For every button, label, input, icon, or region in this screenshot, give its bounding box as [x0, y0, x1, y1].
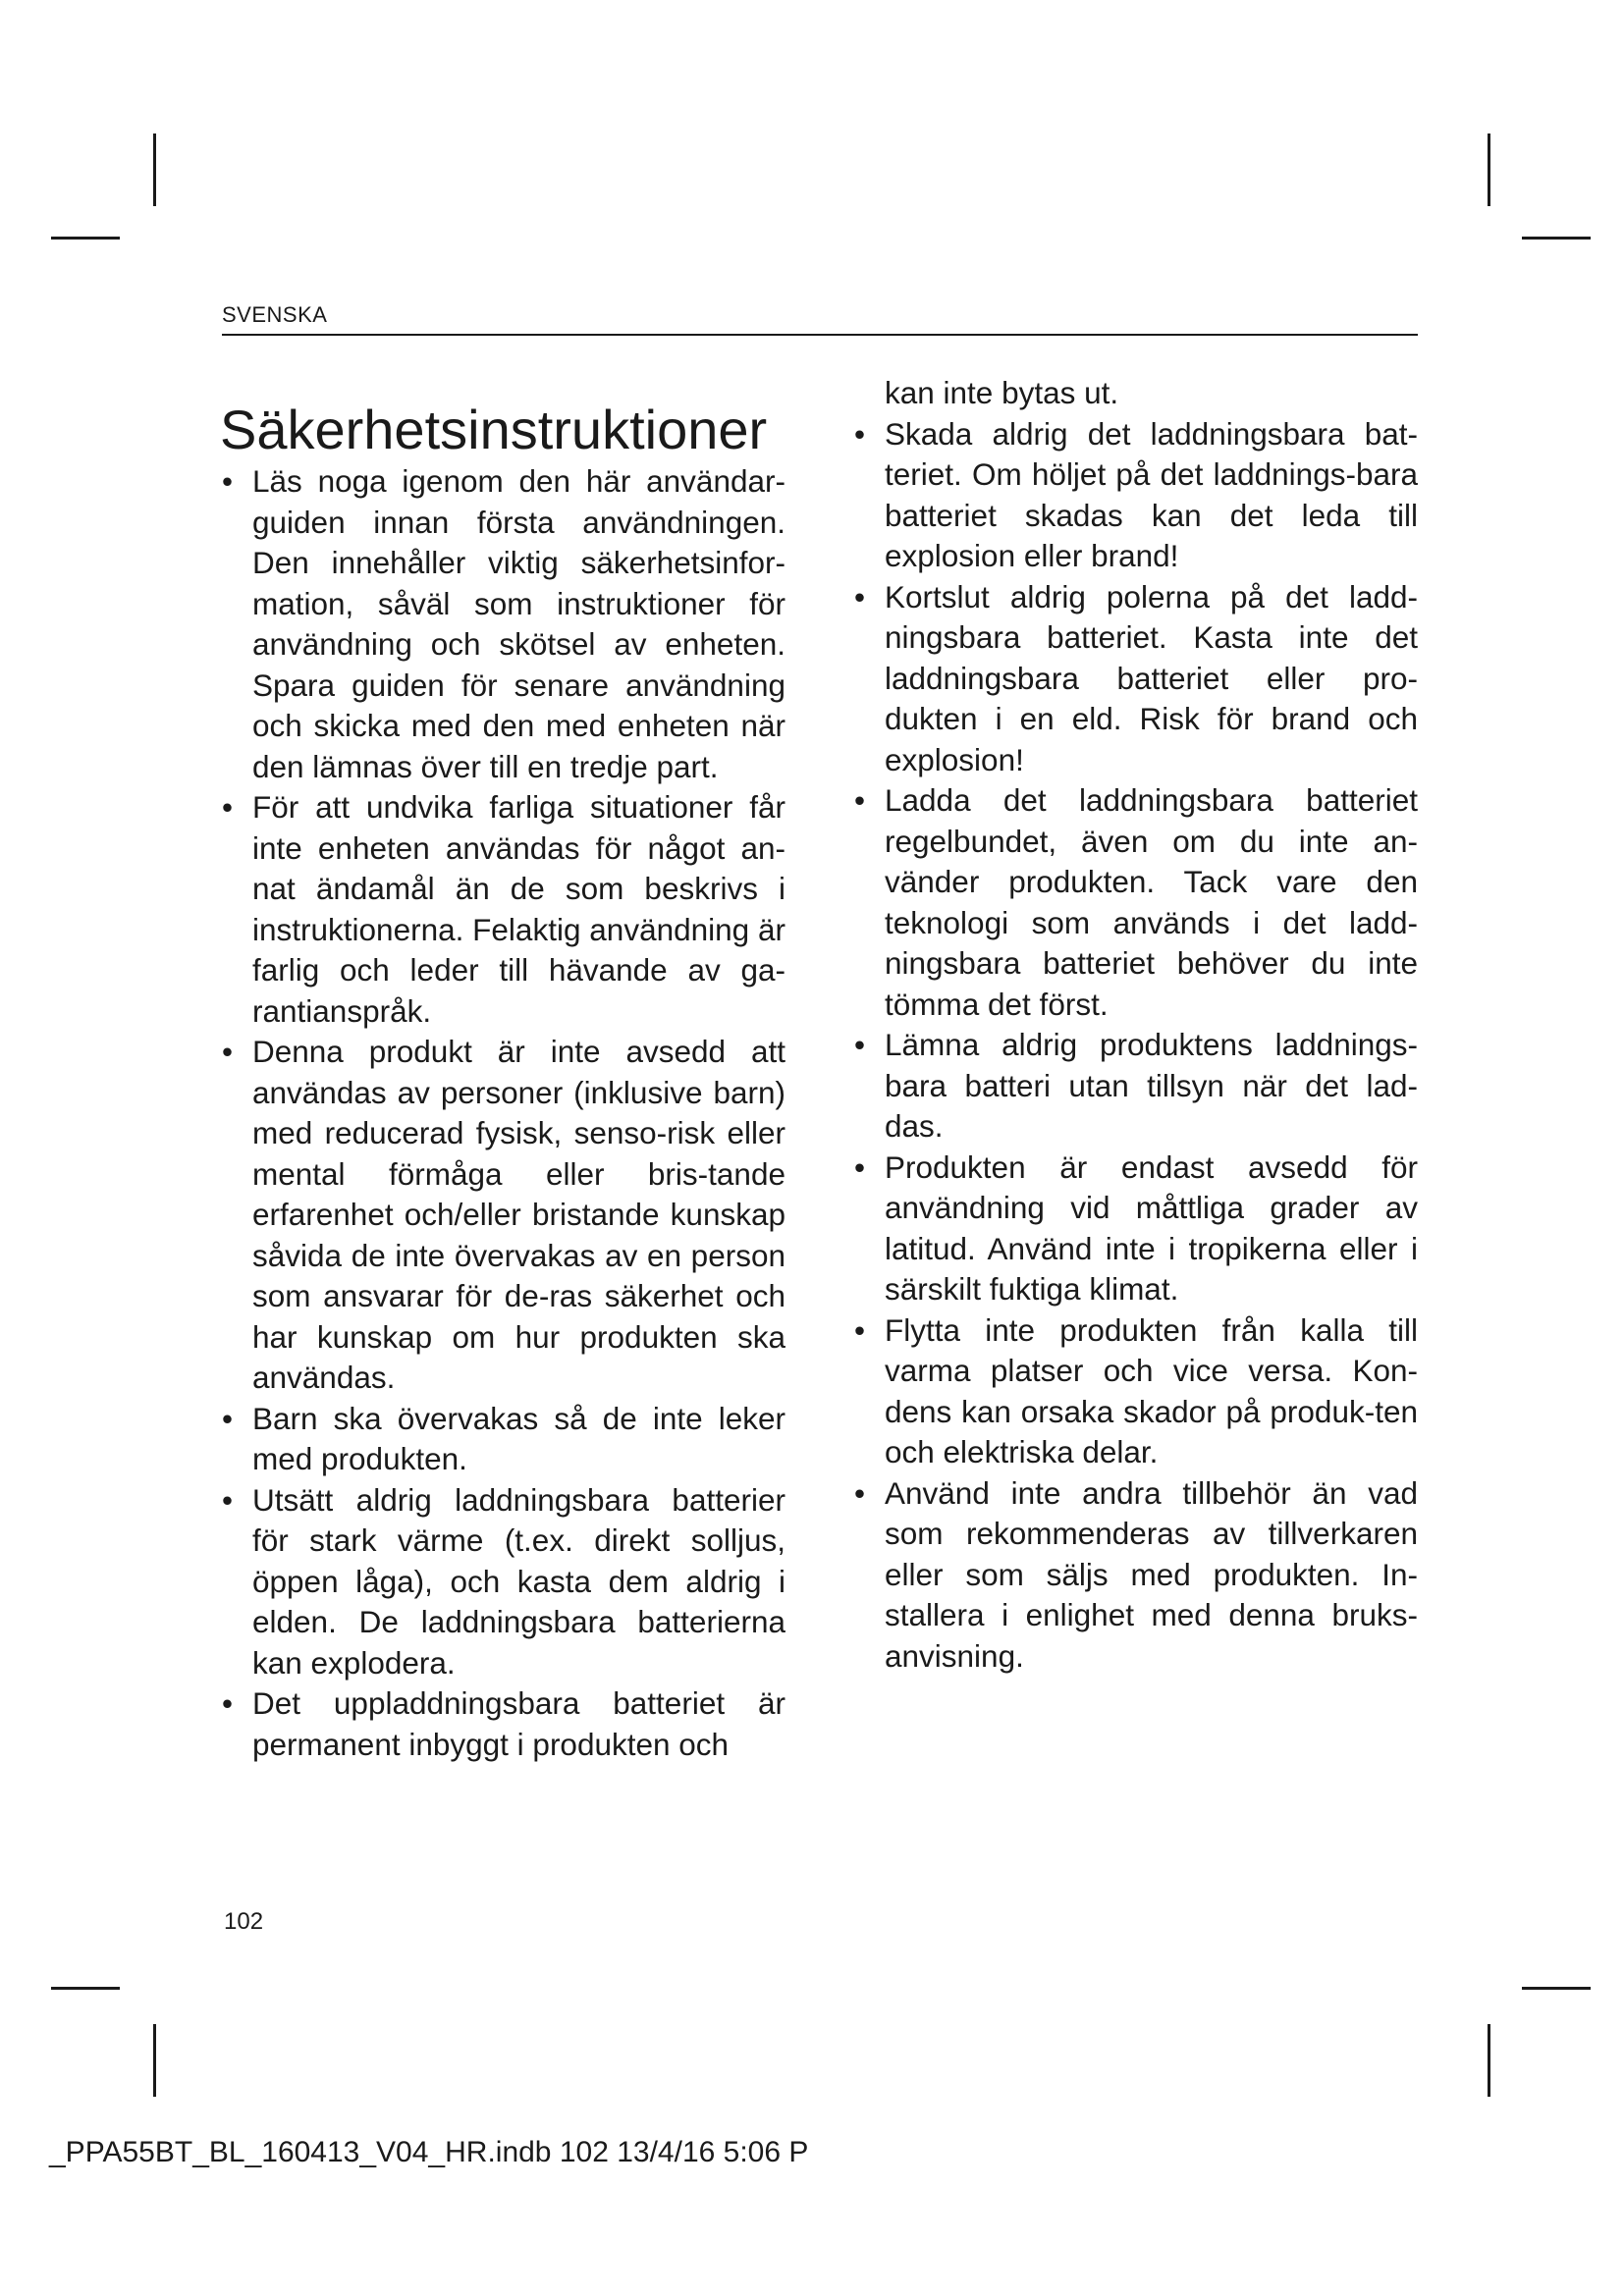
- list-item: [222, 1399, 785, 1480]
- bullet-icon: •: [854, 1474, 866, 1511]
- list-item-text: Skada aldrig det laddningsbara bat-teriet. Om höljet på det laddnings-bara batteriet skadas kan det leda till explosion eller brand!: [885, 415, 1418, 573]
- list-item-text: Läs noga igenom den här användar-guiden innan första användningen. Den innehåller viktig säkerhetsinfor-mation, såväl som instruktioner för användning och skötsel av enheten. Spara guiden för senare användning och skicka med den med enheten när den lämnas över till en tredje part.: [252, 463, 785, 784]
- crop-mark-top-right-horizontal: [1522, 237, 1591, 240]
- list-item-text: Utsätt aldrig laddningsbara batterier för stark värme (t.ex. direkt solljus, öppen låga), och kasta dem aldrig i elden. De laddningsbara batterierna kan explodera.: [252, 1481, 785, 1681]
- bullet-icon: •: [854, 415, 866, 452]
- continued-text: kan inte bytas ut.: [885, 375, 1119, 410]
- crop-mark-top-left-horizontal: [51, 237, 120, 240]
- list-item: [854, 577, 1418, 781]
- crop-mark-top-right-vertical: [1488, 133, 1490, 206]
- safety-list-right: [854, 414, 1418, 1678]
- header-rule: [222, 334, 1418, 336]
- bullet-icon: •: [222, 789, 234, 825]
- list-item: [222, 787, 785, 1032]
- list-item: [222, 1683, 785, 1765]
- bullet-icon: •: [222, 1400, 234, 1436]
- bullet-icon: •: [222, 1034, 234, 1069]
- crop-mark-bottom-right-vertical: [1488, 2024, 1490, 2097]
- list-item: [854, 1473, 1418, 1678]
- list-item-text: Denna produkt är inte avsedd att användas av personer (inklusive barn) med reducerad fysisk, senso-risk eller mental förmåga eller bris-tande erfarenhet och/eller bristande kunskap såvida de inte övervakas av en person som ansvarar för de-ras säkerhet och har kunskap om hur produkten ska användas.: [252, 1034, 785, 1395]
- list-item-text: För att undvika farliga situationer får inte enheten användas för något an-nat ändamål än de som beskrivs i instruktionerna. Felaktig användning är farlig och leder till hävande av ga-rantianspråk.: [252, 789, 785, 1029]
- bullet-icon: •: [222, 463, 234, 499]
- bullet-icon: •: [854, 1148, 866, 1185]
- list-item: [854, 1025, 1418, 1148]
- bullet-icon: •: [854, 1027, 866, 1062]
- safety-list-left: [222, 461, 785, 1765]
- list-item: [854, 1148, 1418, 1310]
- list-item-text: Barn ska övervakas så de inte leker med produkten.: [252, 1400, 785, 1476]
- list-item-text: Använd inte andra tillbehör än vad som rekommenderas av tillverkaren eller som säljs med produkten. In-stallera i enlighet med denna bruks-anvisning.: [885, 1474, 1418, 1674]
- list-item-text: Kortslut aldrig polerna på det ladd-ningsbara batteriet. Kasta inte det laddningsbara batteriet eller pro-dukten i en eld. Risk för brand och explosion!: [885, 578, 1418, 777]
- list-item-text: Ladda det laddningsbara batteriet regelbundet, även om du inte an-vänder produkten. Tack vare den teknologi som används i det ladd-ningsbara batteriet behöver du inte tömma det först.: [885, 782, 1418, 1022]
- left-column: [222, 461, 785, 1765]
- bullet-icon: •: [854, 782, 866, 818]
- bullet-icon: •: [854, 1311, 866, 1348]
- crop-mark-bottom-left-horizontal: [51, 1987, 120, 1990]
- crop-mark-bottom-left-vertical: [153, 2024, 156, 2097]
- list-item: [854, 780, 1418, 1025]
- bullet-icon: •: [854, 578, 866, 614]
- right-column: [854, 373, 1418, 1677]
- list-item: [222, 1480, 785, 1684]
- section-label: SVENSKA: [222, 302, 328, 327]
- bullet-icon: •: [222, 1685, 234, 1721]
- list-item: [854, 1310, 1418, 1473]
- list-item: [222, 1032, 785, 1399]
- list-item-text: Det uppladdningsbara batteriet är permanent inbyggt i produkten och: [252, 1685, 785, 1762]
- list-item-text: Lämna aldrig produktens laddnings-bara batteri utan tillsyn när det lad-das.: [885, 1027, 1418, 1144]
- footer-slug: _PPA55BT_BL_160413_V04_HR.indb 102 13/4/16 5:06 P: [49, 2136, 809, 2168]
- page-number: 102: [224, 1908, 264, 1935]
- list-item-text: Produkten är endast avsedd för användning vid måttliga grader av latitud. Använd inte i tropikerna eller i särskilt fuktiga klimat.: [885, 1148, 1418, 1307]
- list-item: [854, 414, 1418, 577]
- crop-mark-top-left-vertical: [153, 133, 156, 206]
- list-item-text: Flytta inte produkten från kalla till varma platser och vice versa. Kon-dens kan orsaka skador på produk-ten och elektriska delar.: [885, 1311, 1418, 1469]
- crop-mark-bottom-right-horizontal: [1522, 1987, 1591, 1990]
- page-title: Säkerhetsinstruktioner: [220, 398, 768, 460]
- list-item: [222, 461, 785, 787]
- bullet-icon: •: [222, 1481, 234, 1518]
